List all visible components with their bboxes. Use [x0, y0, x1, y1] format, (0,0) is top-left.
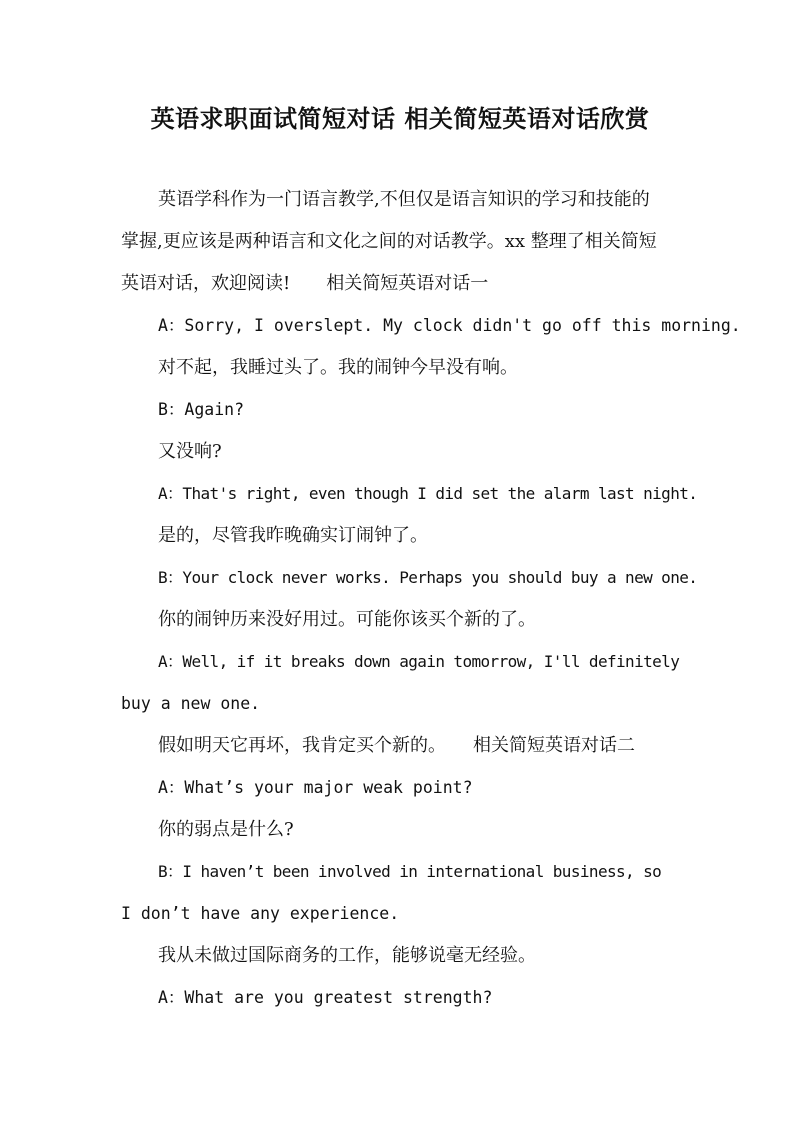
translation-line: 你的弱点是什么?	[158, 819, 294, 840]
translation-line: 又没响?	[158, 441, 222, 462]
translation-line: 假如明天它再坏，我肯定买个新的。 相关简短英语对话二	[158, 735, 635, 756]
document-title: 英语求职面试简短对话 相关简短英语对话欣赏	[150, 104, 650, 133]
dialogue-line-continued: buy a new one.	[121, 694, 261, 713]
dialogue-line: A：What’s your major weak point?	[158, 778, 473, 797]
dialogue-line: B：I haven’t been involved in international business, so	[158, 862, 662, 881]
paragraph-line: 英语学科作为一门语言教学,不但仅是语言知识的学习和技能的	[158, 189, 650, 210]
dialogue-line: A：What are you greatest strength?	[158, 988, 493, 1007]
dialogue-line: A：Sorry, I overslept. My clock didn't go off this morning.	[158, 316, 741, 335]
dialogue-line: B：Again?	[158, 400, 245, 419]
paragraph-line: 掌握,更应该是两种语言和文化之间的对话教学。xx 整理了相关简短	[121, 231, 657, 252]
dialogue-line: A：That's right, even though I did set the alarm last night.	[158, 484, 698, 503]
dialogue-line-continued: I don’t have any experience.	[121, 904, 400, 923]
translation-line: 你的闹钟历来没好用过。可能你该买个新的了。	[158, 609, 536, 630]
dialogue-line: A：Well, if it breaks down again tomorrow, I'll definitely	[158, 652, 680, 671]
paragraph-line: 英语对话，欢迎阅读! 相关简短英语对话一	[121, 273, 489, 294]
dialogue-line: B：Your clock never works. Perhaps you should buy a new one.	[158, 568, 698, 587]
translation-line: 对不起，我睡过头了。我的闹钟今早没有响。	[158, 357, 518, 378]
translation-line: 是的，尽管我昨晚确实订闹钟了。	[158, 525, 428, 546]
translation-line: 我从未做过国际商务的工作，能够说毫无经验。	[158, 945, 536, 966]
